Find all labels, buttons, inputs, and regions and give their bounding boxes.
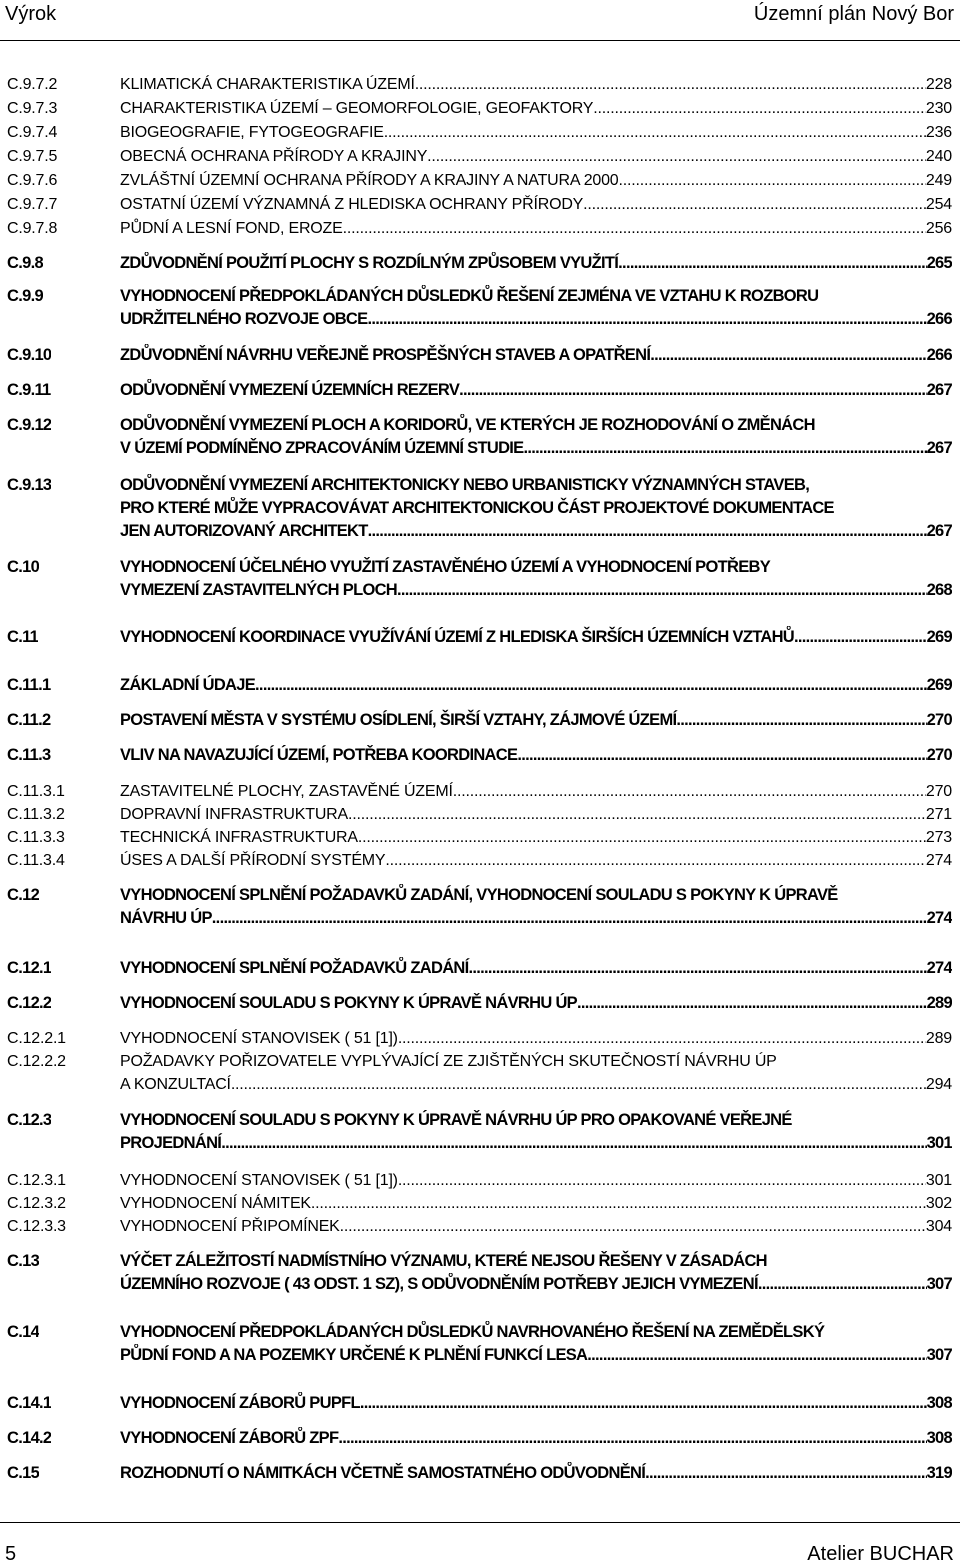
- toc-entry-title: [120, 193, 952, 216]
- toc-entry-page: 302: [925, 1195, 952, 1212]
- toc-entry-title: [120, 169, 952, 192]
- toc-entry-page: 268: [926, 581, 952, 599]
- dot-leader: [618, 252, 926, 275]
- toc-entry-title: [120, 849, 952, 872]
- toc-entry-title-line: JEN AUTORIZOVANÝ ARCHITEKT: [120, 522, 368, 540]
- toc-entry-title-line: ODŮVODNĚNÍ VYMEZENÍ PLOCH A KORIDORŮ, VE KTERÝCH JE ROZHODOVÁNÍ O ZMĚNÁCH: [120, 416, 815, 434]
- toc-entry-title-line: ZVLÁŠTNÍ ÚZEMNÍ OCHRANA PŘÍRODY A KRAJINY A NATURA 2000: [120, 172, 619, 189]
- toc-entry-number: C.12.1: [7, 959, 52, 977]
- toc-entry-title-line: VÝČET ZÁLEŽITOSTÍ NADMÍSTNÍHO VÝZNAMU, KTERÉ NEJSOU ŘEŠENY V ZÁSADÁCH: [120, 1252, 767, 1270]
- toc-entry-number: C.14: [7, 1323, 40, 1341]
- toc-entry-number: C.9.10: [7, 346, 52, 364]
- toc-entry-number: C.14.2: [7, 1429, 52, 1447]
- toc-entry-number: C.12.2: [7, 994, 52, 1012]
- toc-entry-number: C.9.7.7: [7, 196, 58, 213]
- toc-entry-title: [120, 97, 952, 120]
- toc-entry-number: C.9.7.8: [7, 220, 58, 237]
- toc-entry-title: [120, 379, 952, 402]
- dot-leader: [619, 169, 926, 192]
- toc-entry-title-line: A KONZULTACÍ: [120, 1076, 231, 1093]
- toc-entry-title-line: NÁVRHU ÚP: [120, 909, 212, 927]
- toc-entry-page: 294: [925, 1076, 952, 1093]
- toc-entry-number: C.9.7.2: [7, 76, 58, 93]
- toc-entry-title-line: ROZHODNUTÍ O NÁMITKÁCH VČETNĚ SAMOSTATNÉHO ODŮVODNĚNÍ: [120, 1464, 646, 1482]
- toc-entry-page: 267: [926, 522, 952, 540]
- dot-leader: [593, 97, 926, 120]
- toc-entry-title: [120, 344, 952, 367]
- dot-leader: [758, 1273, 927, 1296]
- toc-entry-title: [120, 803, 952, 826]
- dot-leader: [524, 437, 927, 460]
- toc-entry-title: [120, 826, 952, 849]
- toc-entry-title: [120, 1027, 952, 1050]
- toc-entry-number: C.11.2: [7, 711, 51, 729]
- toc-entry-page: 301: [926, 1134, 952, 1152]
- toc-entry-title-line: ÚSES A DALŠÍ PŘÍRODNÍ SYSTÉMY: [120, 852, 386, 869]
- toc-entry-title: [120, 1321, 952, 1367]
- toc-entry-number: C.12: [7, 886, 40, 904]
- footer-page-number: 5: [5, 1543, 17, 1565]
- toc-entry-page: 266: [926, 310, 952, 328]
- dot-leader: [453, 780, 926, 803]
- toc-entry-page: 267: [926, 439, 952, 457]
- toc-entry-page: 308: [926, 1429, 952, 1447]
- toc-entry-title-line: VYHODNOCENÍ STANOVISEK ( 51 [1]): [120, 1172, 398, 1189]
- toc-entry-number: C.11: [7, 628, 39, 646]
- toc-entry-title: [120, 884, 952, 930]
- toc-entry-title: [120, 73, 952, 96]
- dot-leader: [398, 1027, 926, 1050]
- toc-entry-title: [120, 1169, 952, 1192]
- toc-entry-title-line: OSTATNÍ ÚZEMÍ VÝZNAMNÁ Z HLEDISKA OCHRANY PŘÍRODY: [120, 196, 584, 213]
- toc-entry-title-line: ZDŮVODNĚNÍ POUŽITÍ PLOCHY S ROZDÍLNÝM ZPŮSOBEM VYUŽITÍ: [120, 254, 619, 272]
- toc-entry-page: 256: [925, 220, 952, 237]
- toc-entry-number: C.12.3.2: [7, 1195, 66, 1212]
- dot-leader: [398, 1169, 926, 1192]
- toc-entry-number: C.9.8: [7, 254, 43, 272]
- toc-entry-title: [120, 252, 952, 275]
- toc-entry-title: [120, 957, 952, 980]
- dot-leader: [469, 957, 927, 980]
- dot-leader: [583, 193, 926, 216]
- toc-entry-page: 308: [926, 1394, 952, 1412]
- toc-entry-number: C.12.3.3: [7, 1218, 66, 1235]
- toc-entry-title: [120, 1215, 952, 1238]
- dot-leader: [587, 1344, 926, 1367]
- toc-entry-title-line: ZASTAVITELNÉ PLOCHY, ZASTAVĚNÉ ÚZEMÍ: [120, 783, 453, 800]
- dot-leader: [338, 1427, 926, 1450]
- footer-author: Atelier BUCHAR: [807, 1543, 954, 1565]
- toc-entry-number: C.9.12: [7, 416, 52, 434]
- toc-entry-title: [120, 744, 952, 767]
- dot-leader: [367, 308, 926, 331]
- page-footer: [0, 1522, 960, 1566]
- dot-leader: [427, 145, 926, 168]
- toc-entry-number: C.12.3: [7, 1111, 52, 1129]
- toc-entry-number: C.12.2.2: [7, 1053, 66, 1070]
- header-section-title: Výrok: [5, 3, 57, 25]
- toc-entry-number: C.13: [7, 1252, 40, 1270]
- toc-entry-number: C.9.7.3: [7, 100, 58, 117]
- dot-leader: [348, 803, 926, 826]
- toc-entry-number: C.15: [7, 1464, 40, 1482]
- toc-entry-number: C.10: [7, 558, 40, 576]
- dot-leader: [384, 121, 926, 144]
- dot-leader: [255, 674, 927, 697]
- toc-entry-title: [120, 1392, 952, 1415]
- toc-entry-title-line: VYHODNOCENÍ PŘIPOMÍNEK: [120, 1218, 340, 1235]
- toc-entry-page: 254: [925, 196, 952, 213]
- toc-entry-title-line: VYHODNOCENÍ ÚČELNÉHO VYUŽITÍ ZASTAVĚNÉHO ÚZEMÍ A VYHODNOCENÍ POTŘEBY: [120, 558, 771, 576]
- toc-entry-title: [120, 1250, 952, 1296]
- dot-leader: [343, 217, 926, 240]
- toc-entry-page: 230: [925, 100, 952, 117]
- toc-entry-number: C.9.7.4: [7, 124, 58, 141]
- toc-entry-title: [120, 1192, 952, 1215]
- toc-entry-number: C.11.3.2: [7, 806, 65, 823]
- toc-entry-title-line: BIOGEOGRAFIE, FYTOGEOGRAFIE: [120, 124, 384, 141]
- toc-entry-title-line: ZDŮVODNĚNÍ NÁVRHU VEŘEJNĚ PROSPĚŠNÝCH STAVEB A OPATŘENÍ: [120, 346, 651, 364]
- toc-entry-title: [120, 414, 952, 460]
- toc-entry-title: [120, 285, 952, 331]
- toc-entry-number: C.14.1: [7, 1394, 52, 1412]
- toc-entry-title-line: ZÁKLADNÍ ÚDAJE: [120, 676, 256, 694]
- toc-entry-page: 236: [925, 124, 952, 141]
- toc-entry-page: 270: [926, 711, 952, 729]
- toc-entry-number: C.11.1: [7, 676, 51, 694]
- dot-leader: [459, 379, 926, 402]
- toc-entry-title-line: VYHODNOCENÍ SPLNĚNÍ POŽADAVKŮ ZADÁNÍ: [120, 959, 469, 977]
- toc-entry-title-line: ODŮVODNĚNÍ VYMEZENÍ ÚZEMNÍCH REZERV: [120, 381, 460, 399]
- toc-entry-number: C.12.2.1: [7, 1030, 66, 1047]
- toc-entry-title-line: VYHODNOCENÍ PŘEDPOKLÁDANÝCH DŮSLEDKŮ ŘEŠENÍ ZEJMÉNA VE VZTAHU K ROZBORU: [120, 287, 819, 305]
- toc-entry-title: [120, 145, 952, 168]
- toc-entry-page: 304: [925, 1218, 952, 1235]
- toc-entry-title-line: OBECNÁ OCHRANA PŘÍRODY A KRAJINY: [120, 148, 428, 165]
- toc-entry-title-line: TECHNICKÁ INFRASTRUKTURA: [120, 829, 358, 846]
- toc-entry-title: [120, 626, 952, 649]
- toc-entry-page: 301: [925, 1172, 952, 1189]
- toc-entry-title-line: VYHODNOCENÍ PŘEDPOKLÁDANÝCH DŮSLEDKŮ NAVRHOVANÉHO ŘEŠENÍ NA ZEMĚDĚLSKÝ: [120, 1323, 825, 1341]
- toc-entry-title: [120, 992, 952, 1015]
- toc-entry-page: 270: [925, 783, 952, 800]
- dot-leader: [385, 849, 926, 872]
- toc-entry-page: 265: [926, 254, 952, 272]
- dot-leader: [415, 73, 926, 96]
- toc-entry-title-line: VYHODNOCENÍ ZÁBORŮ ZPF: [120, 1429, 339, 1447]
- page-header: [0, 0, 960, 41]
- toc-entry-number: C.9.9: [7, 287, 43, 305]
- toc-entry-title-line: PŮDNÍ FOND A NA POZEMKY URČENÉ K PLNĚNÍ FUNKCÍ LESA: [120, 1346, 588, 1364]
- dot-leader: [517, 744, 926, 767]
- dot-leader: [212, 907, 927, 930]
- toc-entry-title-line: VYHODNOCENÍ SOULADU S POKYNY K ÚPRAVĚ NÁVRHU ÚP PRO OPAKOVANÉ VEŘEJNÉ: [120, 1111, 792, 1129]
- toc-entry-page: 319: [926, 1464, 952, 1482]
- toc-entry-page: 240: [925, 148, 952, 165]
- toc-entry-title: [120, 121, 952, 144]
- toc-entry-page: 228: [925, 76, 952, 93]
- toc-entry-page: 271: [925, 806, 952, 823]
- toc-entry-title: [120, 780, 952, 803]
- dot-leader: [397, 579, 927, 602]
- toc-entry-number: C.9.7.6: [7, 172, 58, 189]
- toc-entry-title-line: POŽADAVKY POŘIZOVATELE VYPLÝVAJÍCÍ ZE ZJIŠTĚNÝCH SKUTEČNOSTÍ NÁVRHU ÚP: [120, 1053, 777, 1070]
- toc-entry-title: [120, 1462, 952, 1485]
- toc-entry-title-line: DOPRAVNÍ INFRASTRUKTURA: [120, 806, 349, 823]
- toc-entry-number: C.9.13: [7, 476, 52, 494]
- toc-entry-title-line: VYMEZENÍ ZASTAVITELNÝCH PLOCH: [120, 581, 398, 599]
- toc-entry-number: C.11.3.3: [7, 829, 65, 846]
- dot-leader: [650, 344, 926, 367]
- dot-leader: [231, 1073, 926, 1096]
- toc-entry-page: 273: [925, 829, 952, 846]
- toc-entry-number: C.12.3.1: [7, 1172, 66, 1189]
- toc-entry-title-line: VYHODNOCENÍ SOULADU S POKYNY K ÚPRAVĚ NÁVRHU ÚP: [120, 994, 577, 1012]
- toc-entry-title: [120, 217, 952, 240]
- toc-entry-page: 270: [926, 746, 952, 764]
- toc-entry-title: [120, 1050, 952, 1096]
- dot-leader: [577, 992, 927, 1015]
- dot-leader: [645, 1462, 926, 1485]
- dot-leader: [311, 1192, 926, 1215]
- toc-entry-title-line: PRO KTERÉ MŮŽE VYPRACOVÁVAT ARCHITEKTONICKOU ČÁST PROJEKTOVÉ DOKUMENTACE: [120, 499, 834, 517]
- toc-entry-title-line: ÚZEMNÍHO ROZVOJE ( 43 ODST. 1 SZ), S ODŮVODNĚNÍM POTŘEBY JEJICH VYMEZENÍ: [120, 1275, 758, 1293]
- toc-entry-page: 289: [926, 994, 952, 1012]
- toc-entry-title-line: VYHODNOCENÍ STANOVISEK ( 51 [1]): [120, 1030, 398, 1047]
- toc-entry-page: 269: [926, 676, 952, 694]
- toc-entry-page: 274: [925, 852, 952, 869]
- toc-entry-number: C.11.3: [7, 746, 51, 764]
- dot-leader: [340, 1215, 926, 1238]
- toc-entry-title: [120, 1109, 952, 1155]
- toc-entry-title-line: PROJEDNÁNÍ: [120, 1134, 222, 1152]
- toc-entry-title: [120, 556, 952, 602]
- dot-leader: [221, 1132, 926, 1155]
- toc-entry-title: [120, 474, 952, 543]
- toc-entry-title-line: KLIMATICKÁ CHARAKTERISTIKA ÚZEMÍ: [120, 76, 415, 93]
- toc-entry-title: [120, 674, 952, 697]
- toc-entry-title-line: ODŮVODNĚNÍ VYMEZENÍ ARCHITEKTONICKY NEBO URBANISTICKY VÝZNAMNÝCH STAVEB,: [120, 476, 810, 494]
- toc-entry-title-line: V ÚZEMÍ PODMÍNĚNO ZPRACOVÁNÍM ÚZEMNÍ STUDIE: [120, 439, 524, 457]
- toc-entry-number: C.9.11: [7, 381, 51, 399]
- toc-entry-number: C.11.3.1: [7, 783, 65, 800]
- toc-entry-title-line: VYHODNOCENÍ SPLNĚNÍ POŽADAVKŮ ZADÁNÍ, VYHODNOCENÍ SOULADU S POKYNY K ÚPRAVĚ: [120, 886, 838, 904]
- toc-entry-title-line: VYHODNOCENÍ NÁMITEK: [120, 1195, 311, 1212]
- toc-entry-page: 307: [926, 1346, 952, 1364]
- toc-entry-page: 274: [926, 959, 952, 977]
- toc-entry-page: 249: [925, 172, 952, 189]
- toc-entry-title-line: POSTAVENÍ MĚSTA V SYSTÉMU OSÍDLENÍ, ŠIRŠÍ VZTAHY, ZÁJMOVÉ ÚZEMÍ: [120, 711, 677, 729]
- toc-entry-page: 269: [926, 628, 952, 646]
- toc-entry-title-line: VYHODNOCENÍ ZÁBORŮ PUPFL: [120, 1394, 360, 1412]
- toc-entry-page: 289: [925, 1030, 952, 1047]
- toc-entry-title-line: CHARAKTERISTIKA ÚZEMÍ – GEOMORFOLOGIE, GEOFAKTORY: [120, 100, 594, 117]
- toc-entry-title-line: PŮDNÍ A LESNÍ FOND, EROZE: [120, 220, 343, 237]
- toc-entry-page: 267: [926, 381, 952, 399]
- toc-entry-title: [120, 709, 952, 732]
- dot-leader: [360, 1392, 927, 1415]
- toc-entry-title-line: UDRŽITELNÉHO ROZVOJE OBCE: [120, 310, 368, 328]
- toc-entry-title-line: VLIV NA NAVAZUJÍCÍ ÚZEMÍ, POTŘEBA KOORDINACE: [120, 746, 518, 764]
- toc-entry-number: C.9.7.5: [7, 148, 58, 165]
- toc-entry-page: 266: [926, 346, 952, 364]
- header-document-title: Územní plán Nový Bor: [753, 3, 954, 25]
- dot-leader: [794, 626, 927, 649]
- toc-entry-title: [120, 1427, 952, 1450]
- dot-leader: [676, 709, 926, 732]
- toc-entry-page: 274: [926, 909, 952, 927]
- dot-leader: [358, 826, 926, 849]
- dot-leader: [368, 520, 927, 543]
- toc-entry-page: 307: [926, 1275, 952, 1293]
- toc-entry-title-line: VYHODNOCENÍ KOORDINACE VYUŽÍVÁNÍ ÚZEMÍ Z HLEDISKA ŠIRŠÍCH ÚZEMNÍCH VZTAHŮ: [120, 628, 795, 646]
- toc-entry-number: C.11.3.4: [7, 852, 65, 869]
